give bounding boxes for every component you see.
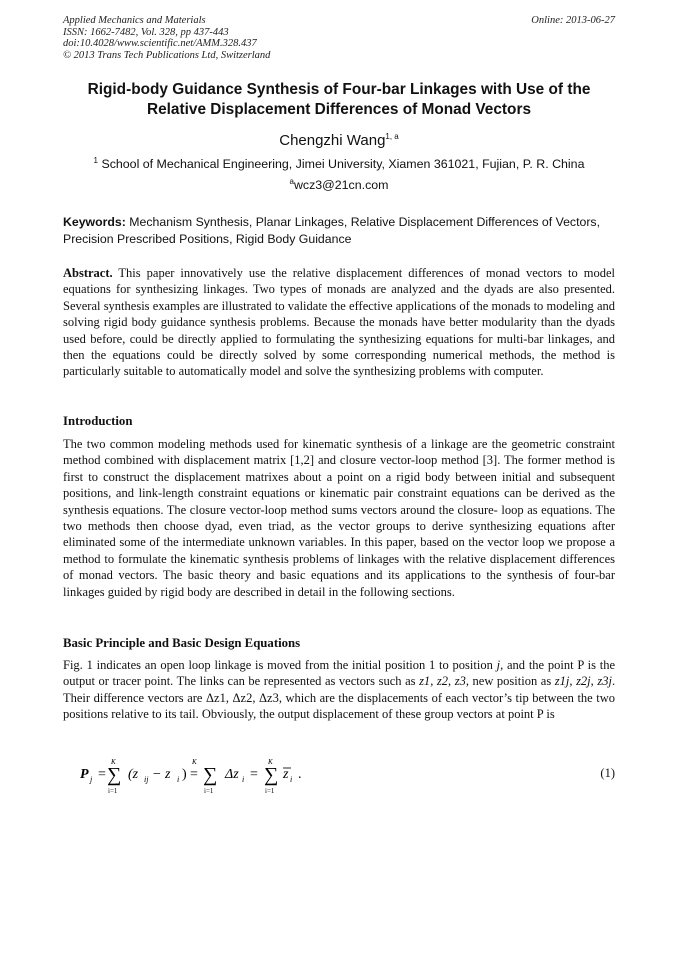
- keywords-label: Keywords:: [63, 215, 126, 229]
- title-line-2: Relative Displacement Differences of Monad Vectors: [146, 101, 532, 118]
- equation-number: (1): [600, 766, 615, 780]
- sum-sign-2: ∑: [203, 764, 218, 786]
- abstract-label: Abstract.: [63, 266, 113, 280]
- vector-z1j: z1j: [554, 674, 570, 689]
- journal-name: Applied Mechanics and Materials: [63, 15, 206, 26]
- eq-equals-2: =: [190, 767, 198, 782]
- doi: doi:10.4028/www.scientific.net/AMM.328.437: [63, 38, 257, 49]
- eq-equals-1: =: [98, 767, 106, 782]
- eq-term1: (z: [128, 767, 139, 782]
- author-mark: 1, a: [385, 132, 399, 141]
- affiliation-text: School of Mechanical Engineering, Jimei University, Xiamen 361021, Fujian, P. R. China: [101, 157, 585, 171]
- eq-term1-sub: ij: [144, 775, 149, 784]
- sum-lower-1: i=1: [108, 787, 118, 795]
- position-j: j: [496, 658, 501, 672]
- abstract: [63, 265, 615, 380]
- sum-sign-3: ∑: [264, 764, 279, 786]
- abstract-text: This paper innovatively use the relative displacement differences of monad vectors to model equations for synthesizing linkages. Two types of monads are analyzed and the dyads are also presented. Several synthesis examples are illustrated to validate the effective applications of the monads to modeling and solving rigid body guidance synthesis problems. Because the monads have better modularity than the dyads used before, could be directly applied to formulating the synthesizing equations for multi-bar linkages, and then the equations could be directly solved by some corresponding numerical methods, the method is particularly suitable to automatically model and solve the synthesizing problems with computer.: [63, 266, 615, 379]
- basic-text-3: , new position as: [465, 674, 552, 689]
- keywords: [63, 214, 615, 247]
- introduction-text: The two common modeling methods used for kinematic synthesis of a linkage are the geometric constraint method combined with displacement matrix [1,2] and closure vector-loop method [3]. The former method is first to construct the displacement matrixes about a point on a rigid body between initial and subsequent positions, and link-length constraint equations or kinematic pair constraint equations can be derived as the synthesis equations. The closure vector-loop method sums vectors around the closure- loop as equations. The two methods then choose dyad, even triad, as the vector groups to derive synthesizing equations after eliminated some of the intermediate unknown variables. In this paper, based on the vector loop we propose a method to formulate the kinematic synthesis problems of linkages with the relative displacement differences of monad vectors. The basic theory and basic equations and its applications to the synthesis of four-bar linkages guided by rigid body are described in detail in the following sections.: [63, 437, 615, 599]
- paper-title: [63, 80, 615, 120]
- eq-term1c: ): [182, 767, 187, 782]
- sum-sign-1: ∑: [107, 764, 122, 786]
- affiliation: [63, 157, 615, 172]
- eq-term3-sub: i: [290, 775, 293, 784]
- eq-period: .: [298, 767, 302, 782]
- basic-text-2: , and the point P is the output or tracer point. The links can be represented as vectors such as: [63, 658, 615, 689]
- eq-lhs-sub: j: [90, 775, 93, 784]
- equation-1: [80, 757, 620, 797]
- eq-term2: Δz: [225, 767, 239, 782]
- eq-term1b: − z: [152, 767, 171, 782]
- vector-z2j: z2j: [576, 674, 591, 689]
- introduction-heading: Introduction: [63, 414, 133, 428]
- eq-term2-sub: i: [242, 775, 245, 784]
- journal-header: [63, 15, 270, 61]
- eq-term1b-sub: i: [177, 775, 180, 784]
- sum-lower-2: i=1: [204, 787, 214, 795]
- basic-text-1: Fig. 1 indicates an open loop linkage is moved from the initial position 1 to position: [63, 658, 493, 672]
- email-mark: a: [289, 176, 294, 186]
- online-date: Online: 2013-06-27: [531, 15, 615, 26]
- copyright: © 2013 Trans Tech Publications Ltd, Switzerland: [63, 49, 271, 61]
- author: [63, 132, 615, 150]
- basic-principle-text: Fig. 1 indicates an open loop linkage is moved from the initial position 1 to position j, and the point P is the output or tracer point. The links can be represented as vectors such as z1, z2, z3, new position as z1j, z2j, z3j. Their difference vectors are Δz1, Δz2, Δz3, which are the displacements of each vector’s tip between the two positions relative to its tail. Obviously, the output displacement of these group vectors at point P is: [63, 658, 616, 722]
- vector-z1: z1: [419, 674, 431, 689]
- keywords-text: Mechanism Synthesis, Planar Linkages, Relative Displacement Differences of Vectors, Precision Prescribed Positions, Rigid Body Guidance: [63, 215, 600, 246]
- author-name: Chengzhi Wang: [279, 132, 386, 149]
- sum-upper-3: K: [268, 758, 273, 766]
- eq-lhs: P: [80, 767, 89, 782]
- email-address[interactable]: wcz3@21cn.com: [293, 178, 389, 192]
- difference-vectors: Δz1, Δz2, Δz3: [206, 690, 279, 705]
- eq-equals-3: =: [250, 767, 258, 782]
- title-line-1: Rigid-body Guidance Synthesis of Four-bar Linkages with Use of the: [87, 81, 591, 98]
- sum-upper-1: K: [111, 758, 116, 766]
- vector-z3: z3: [454, 674, 466, 689]
- sum-upper-2: K: [192, 758, 197, 766]
- vector-z3j: z3j: [597, 674, 612, 689]
- basic-text-5: , which are the displacements of each vector’s tip between the two positions relative to its tail. Obviously, the output displacement of these group vectors at point P is: [63, 690, 616, 722]
- issn: ISSN: 1662-7482, Vol. 328, pp 437-443: [63, 26, 229, 38]
- basic-text-4: . Their difference vectors are: [63, 674, 616, 705]
- basic-principle-heading: Basic Principle and Basic Design Equations: [63, 636, 301, 650]
- eq-term3: z: [283, 767, 289, 782]
- vector-z2: z2: [436, 674, 449, 689]
- sum-lower-3: i=1: [265, 787, 275, 795]
- affiliation-mark: 1: [93, 155, 98, 165]
- email: [63, 178, 615, 193]
